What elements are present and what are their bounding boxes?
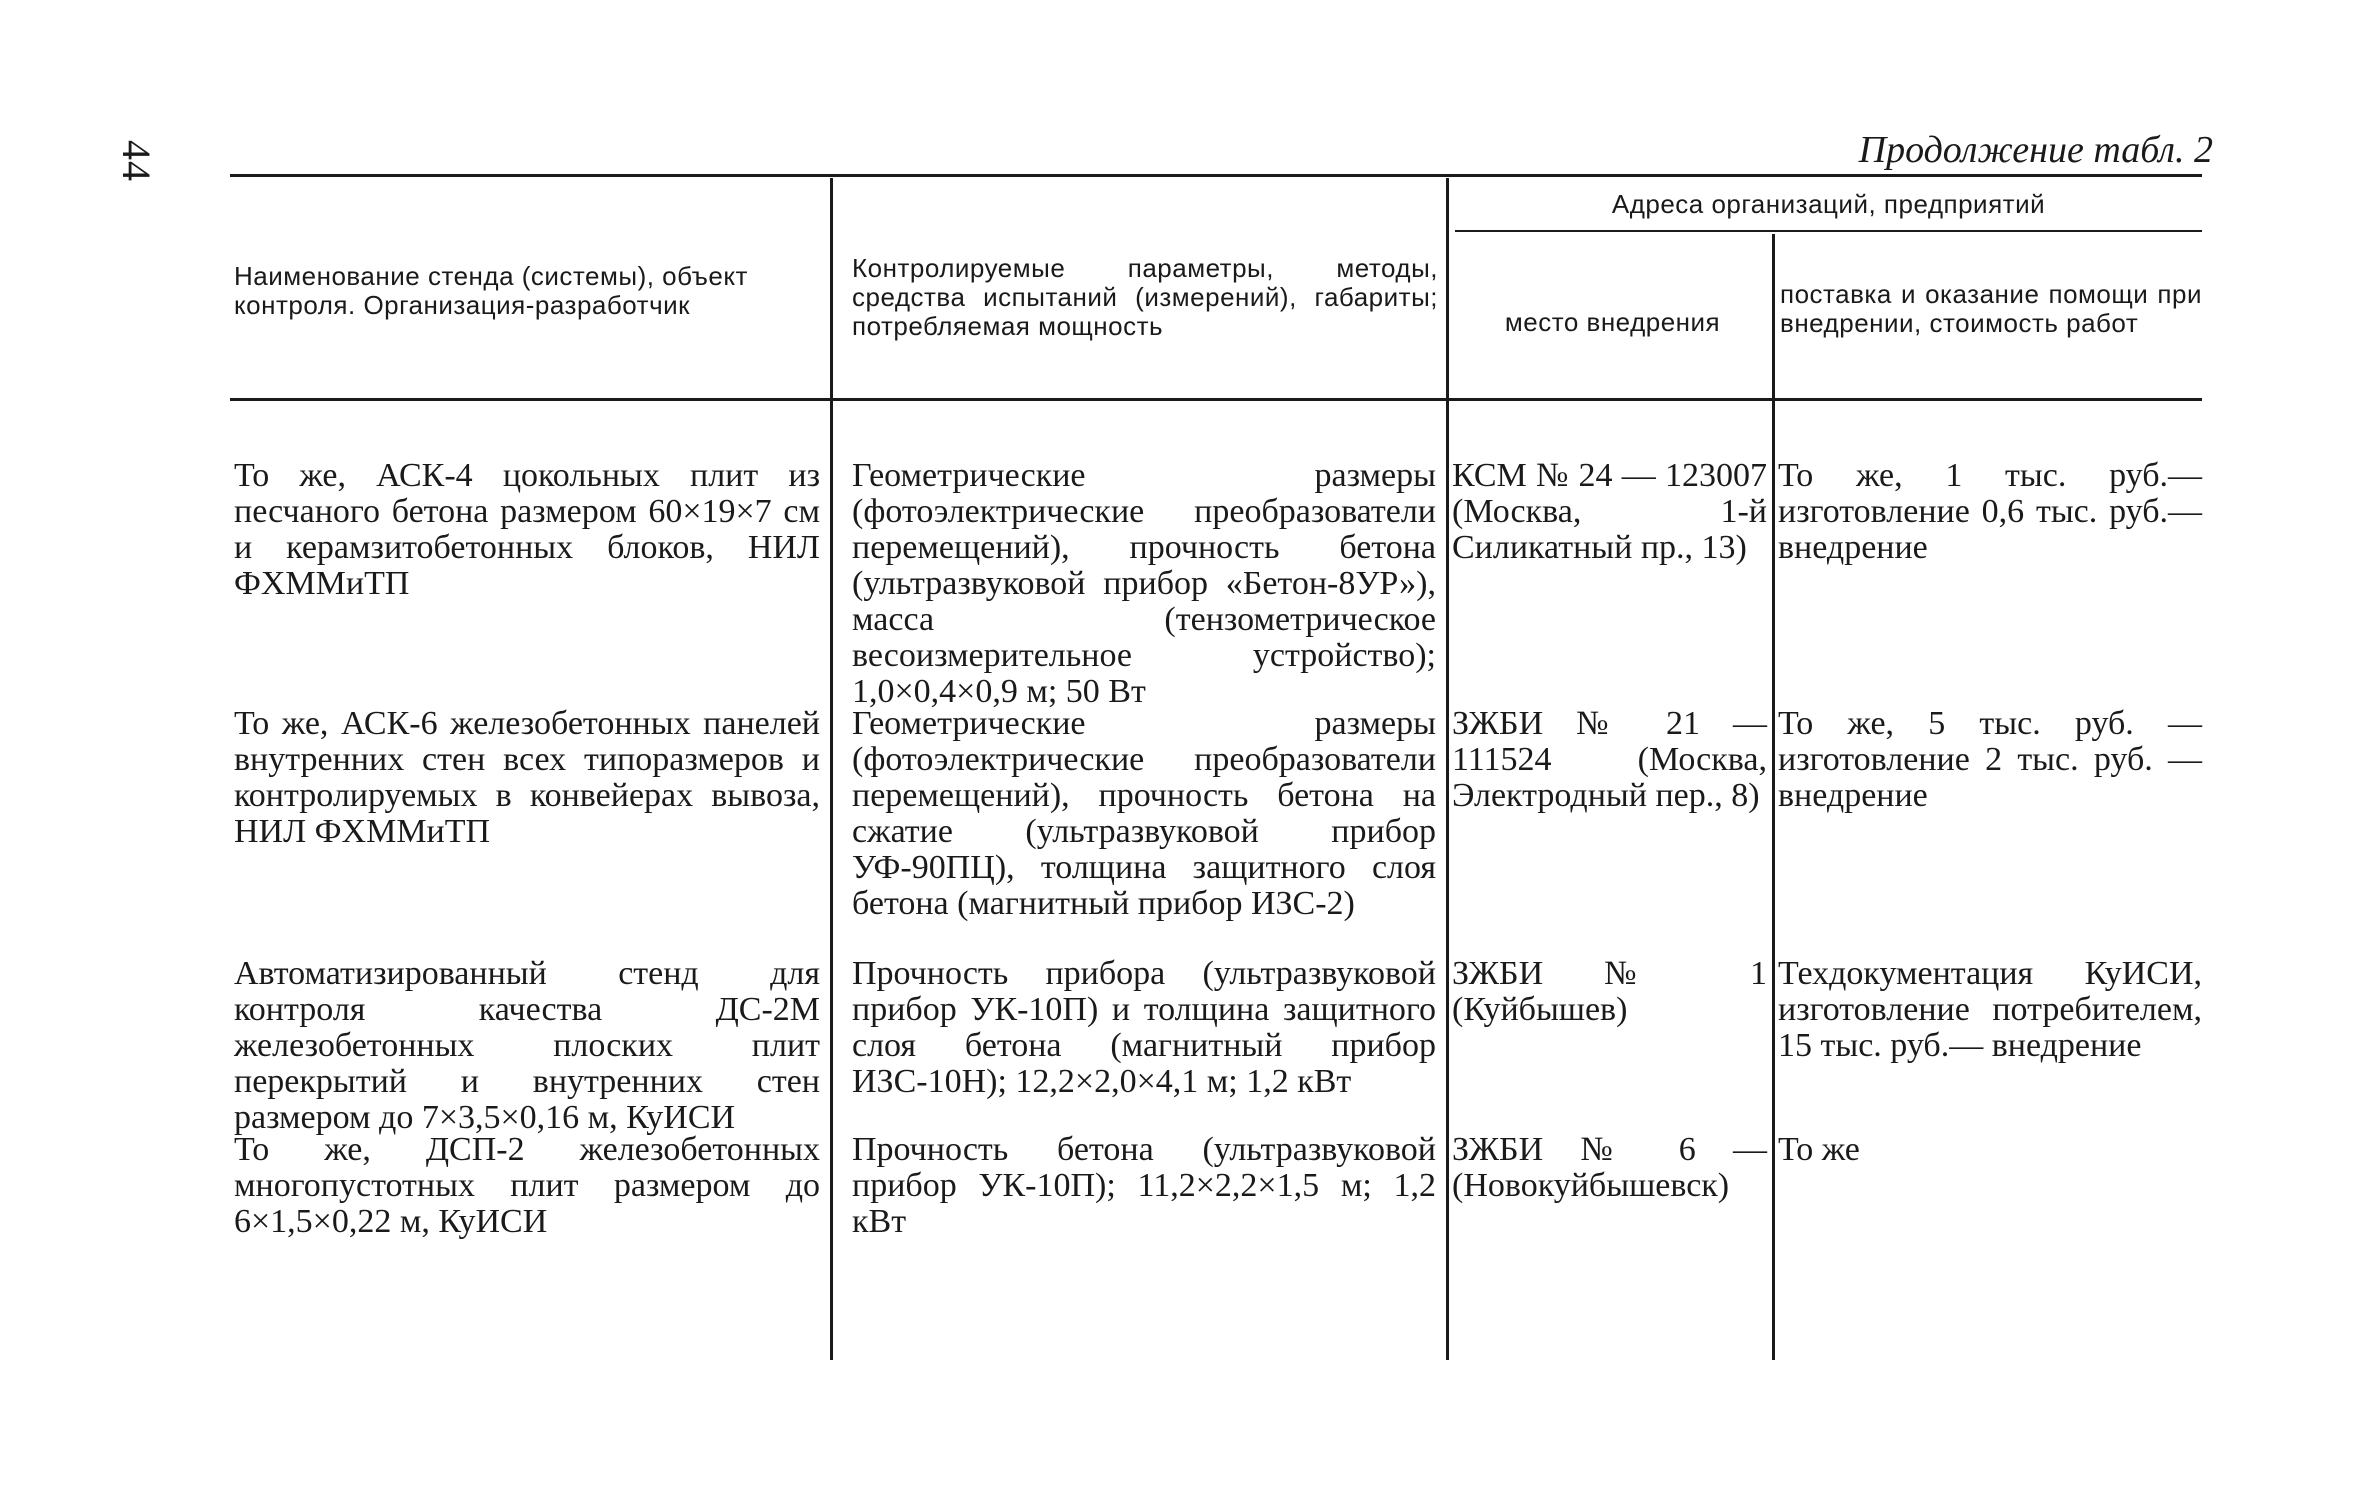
header-bottom-rule <box>230 398 2202 401</box>
page-number: 44 <box>114 140 159 182</box>
column-divider-1 <box>830 178 833 1360</box>
table-cell-parameters: Геометрические размеры (фотоэлектрические преобразователи перемещений), прочность бетона на сжатие (ультразвуковой прибор УФ-90ПЦ), толщина защитного слоя бетона (магнитный прибор ИЗС-2) <box>852 705 1436 922</box>
table-cell-supply: То же, 5 тыс. руб. — изготовление 2 тыс. руб. — внедрение <box>1778 705 2202 814</box>
column-divider-3 <box>1772 234 1775 1360</box>
table-cell-supply: То же <box>1778 1131 1860 1168</box>
table-top-rule <box>230 174 2202 177</box>
table-cell-supply: То же, 1 тыс. руб.— изготовление 0,6 тыс. руб.— внедрение <box>1778 457 2202 566</box>
table-cell-stand-name: Автоматизированный стенд для контроля качества ДС-2М железобетонных плоских плит перекрытий и внутренних стен размером до 7×3,5×0,16 м, КуИСИ <box>234 955 820 1136</box>
table-cell-parameters: Прочность бетона (ультразвуковой прибор УК-10П); 11,2×2,2×1,5 м; 1,2 кВт <box>852 1131 1436 1240</box>
header-stand-name: Наименование стенда (системы), объект контроля. Организация-разработчик <box>234 261 748 320</box>
table-continuation-caption: Продолжение табл. 2 <box>1858 129 2213 171</box>
header-controlled-parameters: Контролируемые параметры, методы, средства испытаний (измерений), габариты; потребляемая мощность <box>852 253 1438 341</box>
table-cell-place: КСМ № 24 — 123007 (Москва, 1-й Силикатный пр., 13) <box>1452 457 1767 566</box>
table-cell-place: ЗЖБИ № 1 (Куйбышев) <box>1452 955 1767 1028</box>
table-cell-supply: Техдокументация КуИСИ, изготовление потребителем, 15 тыс. руб.— внедрение <box>1778 955 2202 1064</box>
table-cell-stand-name: То же, АСК-6 железобетонных панелей внутренних стен всех типоразмеров и контролируемых в конвейерах вывоза, НИЛ ФХММиТП <box>234 705 820 850</box>
addresses-group-rule <box>1455 230 2202 232</box>
table-cell-parameters: Геометрические размеры (фотоэлектрические преобразователи перемещений), прочность бетона (ультразвуковой прибор «Бетон-8УР»), масса (тензометрическое весоизмерительное устройство); 1,0×0,4×0,9 м; 50 Вт <box>852 457 1436 710</box>
column-divider-2 <box>1446 178 1449 1360</box>
header-addresses-group: Адреса организаций, предприятий <box>1611 189 2046 219</box>
table-cell-place: ЗЖБИ № 21 — 111524 (Москва, Электродный пер., 8) <box>1452 705 1767 814</box>
table-cell-place: ЗЖБИ № 6 — (Новокуйбышевск) <box>1452 1131 1767 1204</box>
header-implementation-place: место внедрения <box>1504 307 1721 337</box>
table-cell-stand-name: То же, АСК-4 цокольных плит из песчаного бетона размером 60×19×7 см и керамзитобетонных блоков, НИЛ ФХММиТП <box>234 457 820 602</box>
table-cell-parameters: Прочность прибора (ультразвуковой прибор УК-10П) и толщина защитного слоя бетона (магнитный прибор ИЗС-10Н); 12,2×2,0×4,1 м; 1,2 кВт <box>852 955 1436 1100</box>
header-supply-and-cost: поставка и оказание помощи при внедрении, стоимость работ <box>1780 279 2202 338</box>
table-cell-stand-name: То же, ДСП-2 железобетонных многопустотных плит размером до 6×1,5×0,22 м, КуИСИ <box>234 1131 820 1240</box>
